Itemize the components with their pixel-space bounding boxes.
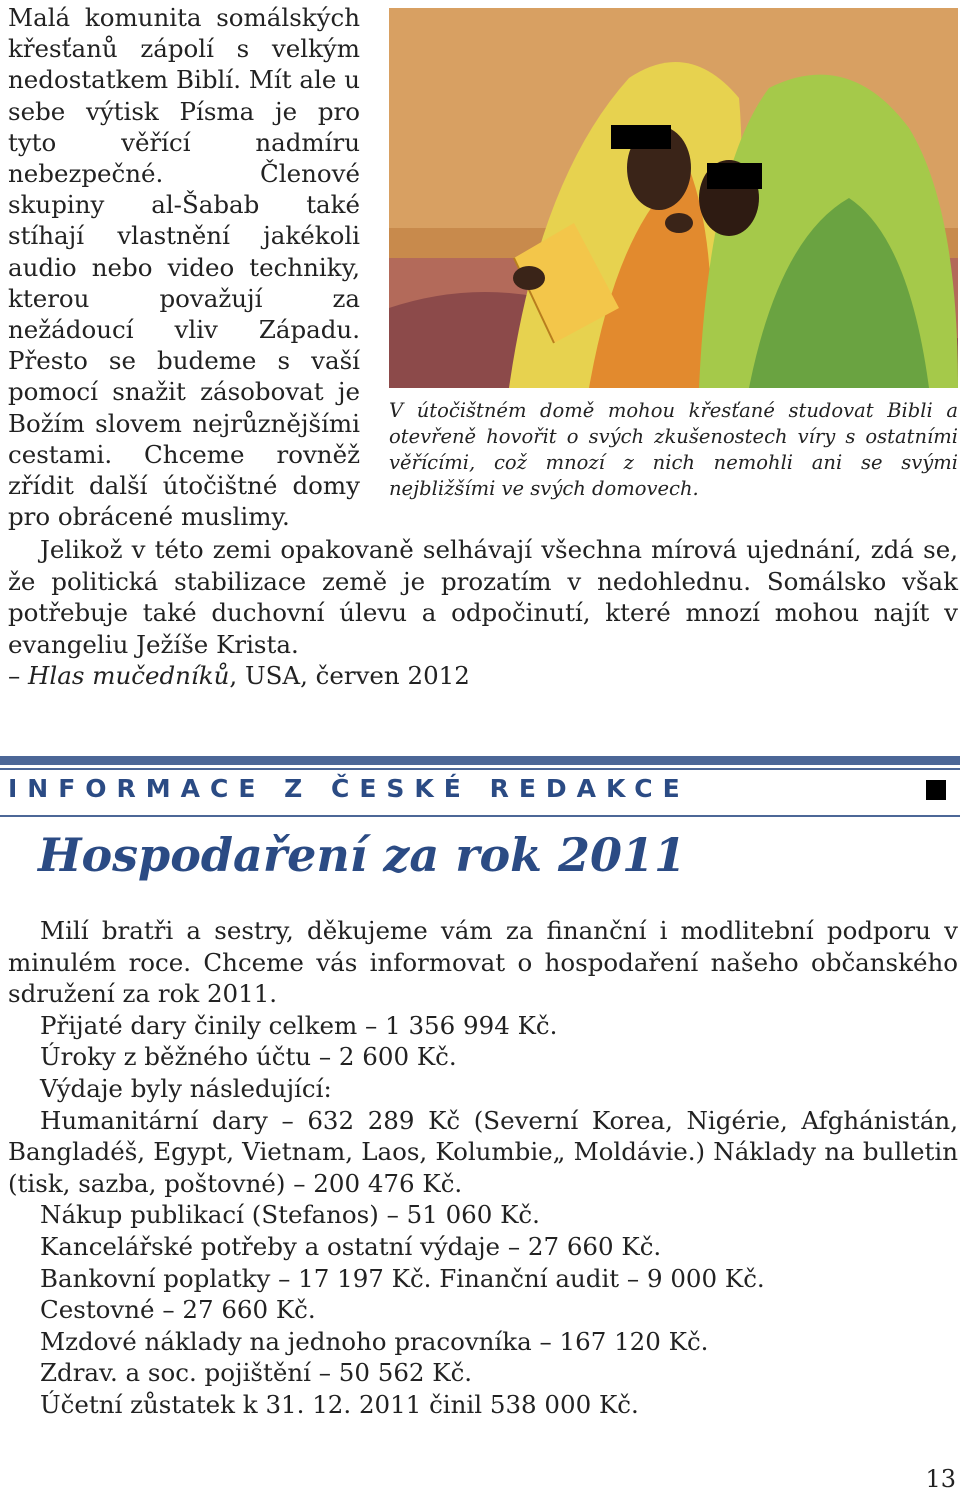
finance-line: Účetní zůstatek k 31. 12. 2011 činil 538 000 Kč. xyxy=(40,1389,639,1419)
signature-rest: , USA, červen 2012 xyxy=(229,661,470,690)
finance-report xyxy=(8,915,958,1421)
section-label: INFORMACE Z ČESKÉ REDAKCE xyxy=(8,774,690,803)
finance-title: Hospodaření za rok 2011 xyxy=(38,828,687,882)
section-rule-bottom xyxy=(0,815,960,817)
signature-dash: – xyxy=(8,661,29,690)
article-continuation xyxy=(8,534,958,692)
section-rule-thin xyxy=(0,768,960,770)
finance-line: Cestovné – 27 660 Kč. xyxy=(40,1295,316,1325)
article-paragraph: Malá komunita somálských křesťanů zápolí s velkým nedostatkem Biblí. Mít ale u sebe výtisk Písma je pro tyto věřící nadmíru nebezpečné. Členové skupiny al-Šabab také stíhají vlastnění jakékoli audio nebo video techniky, kterou považují za nežádoucí vliv Západu. Přesto se budeme s vaší pomocí snažit zásobovat je Božím slovem nejrůznějšími cestami. Chceme rovněž zřídit další útočištné domy pro obrácené muslimy. xyxy=(8,3,360,532)
finance-line: Humanitární dary – 632 289 Kč (Severní Korea, Nigérie, Afghánistán, Bangladéš, Egypt, Vietnam, Laos, Kolumbie„ Moldávie.) Náklady na bulletin (tisk, sazba, poštovné) – 200 476 Kč. xyxy=(8,1105,958,1198)
article-signature xyxy=(8,660,958,692)
article-photo xyxy=(389,8,958,388)
page-number: 13 xyxy=(925,1465,956,1493)
square-marker-icon xyxy=(926,780,946,800)
finance-line: Nákup publikací (Stefanos) – 51 060 Kč. xyxy=(40,1200,540,1230)
left-column xyxy=(8,2,360,532)
photo-caption: V útočištném domě mohou křesťané studovat Bibli a otevřeně hovořit o svých zkušenostech víry s ostatními věřícími, což mnozí z nich nemohli ani se svými nejbližšími ve svých domovech. xyxy=(389,399,958,500)
photo-illustration xyxy=(389,8,958,388)
finance-line: Zdrav. a soc. pojištění – 50 562 Kč. xyxy=(40,1358,473,1388)
finance-line: Mzdové náklady na jednoho pracovníka – 167 120 Kč. xyxy=(40,1326,709,1356)
finance-line: Kancelářské potřeby a ostatní výdaje – 27 660 Kč. xyxy=(40,1231,662,1261)
section-rule-thick xyxy=(0,756,960,765)
signature-source: Hlas mučedníků xyxy=(28,661,230,690)
finance-line: Úroky z běžného účtu – 2 600 Kč. xyxy=(40,1042,457,1072)
finance-line: Výdaje byly následující: xyxy=(40,1073,332,1103)
article-paragraph-end: Jelikož v této zemi opakovaně selhávají všechna mírová ujednání, zdá se, že politická stabilizace země je prozatím v nedohlednu. Somálsko však potřebuje také duchovní úlevu a odpočinutí, které mnozí mohou najít v evangeliu Ježíše Krista. xyxy=(8,535,958,659)
finance-intro: Milí bratři a sestry, děkujeme vám za finanční i modlitební podporu v minulém roce. Chceme vás informovat o hospodaření našeho občanského sdružení za rok 2011. xyxy=(8,916,958,1009)
finance-line: Přijaté dary činily celkem – 1 356 994 Kč. xyxy=(40,1010,558,1040)
finance-line: Bankovní poplatky – 17 197 Kč. Finanční audit – 9 000 Kč. xyxy=(40,1263,765,1293)
